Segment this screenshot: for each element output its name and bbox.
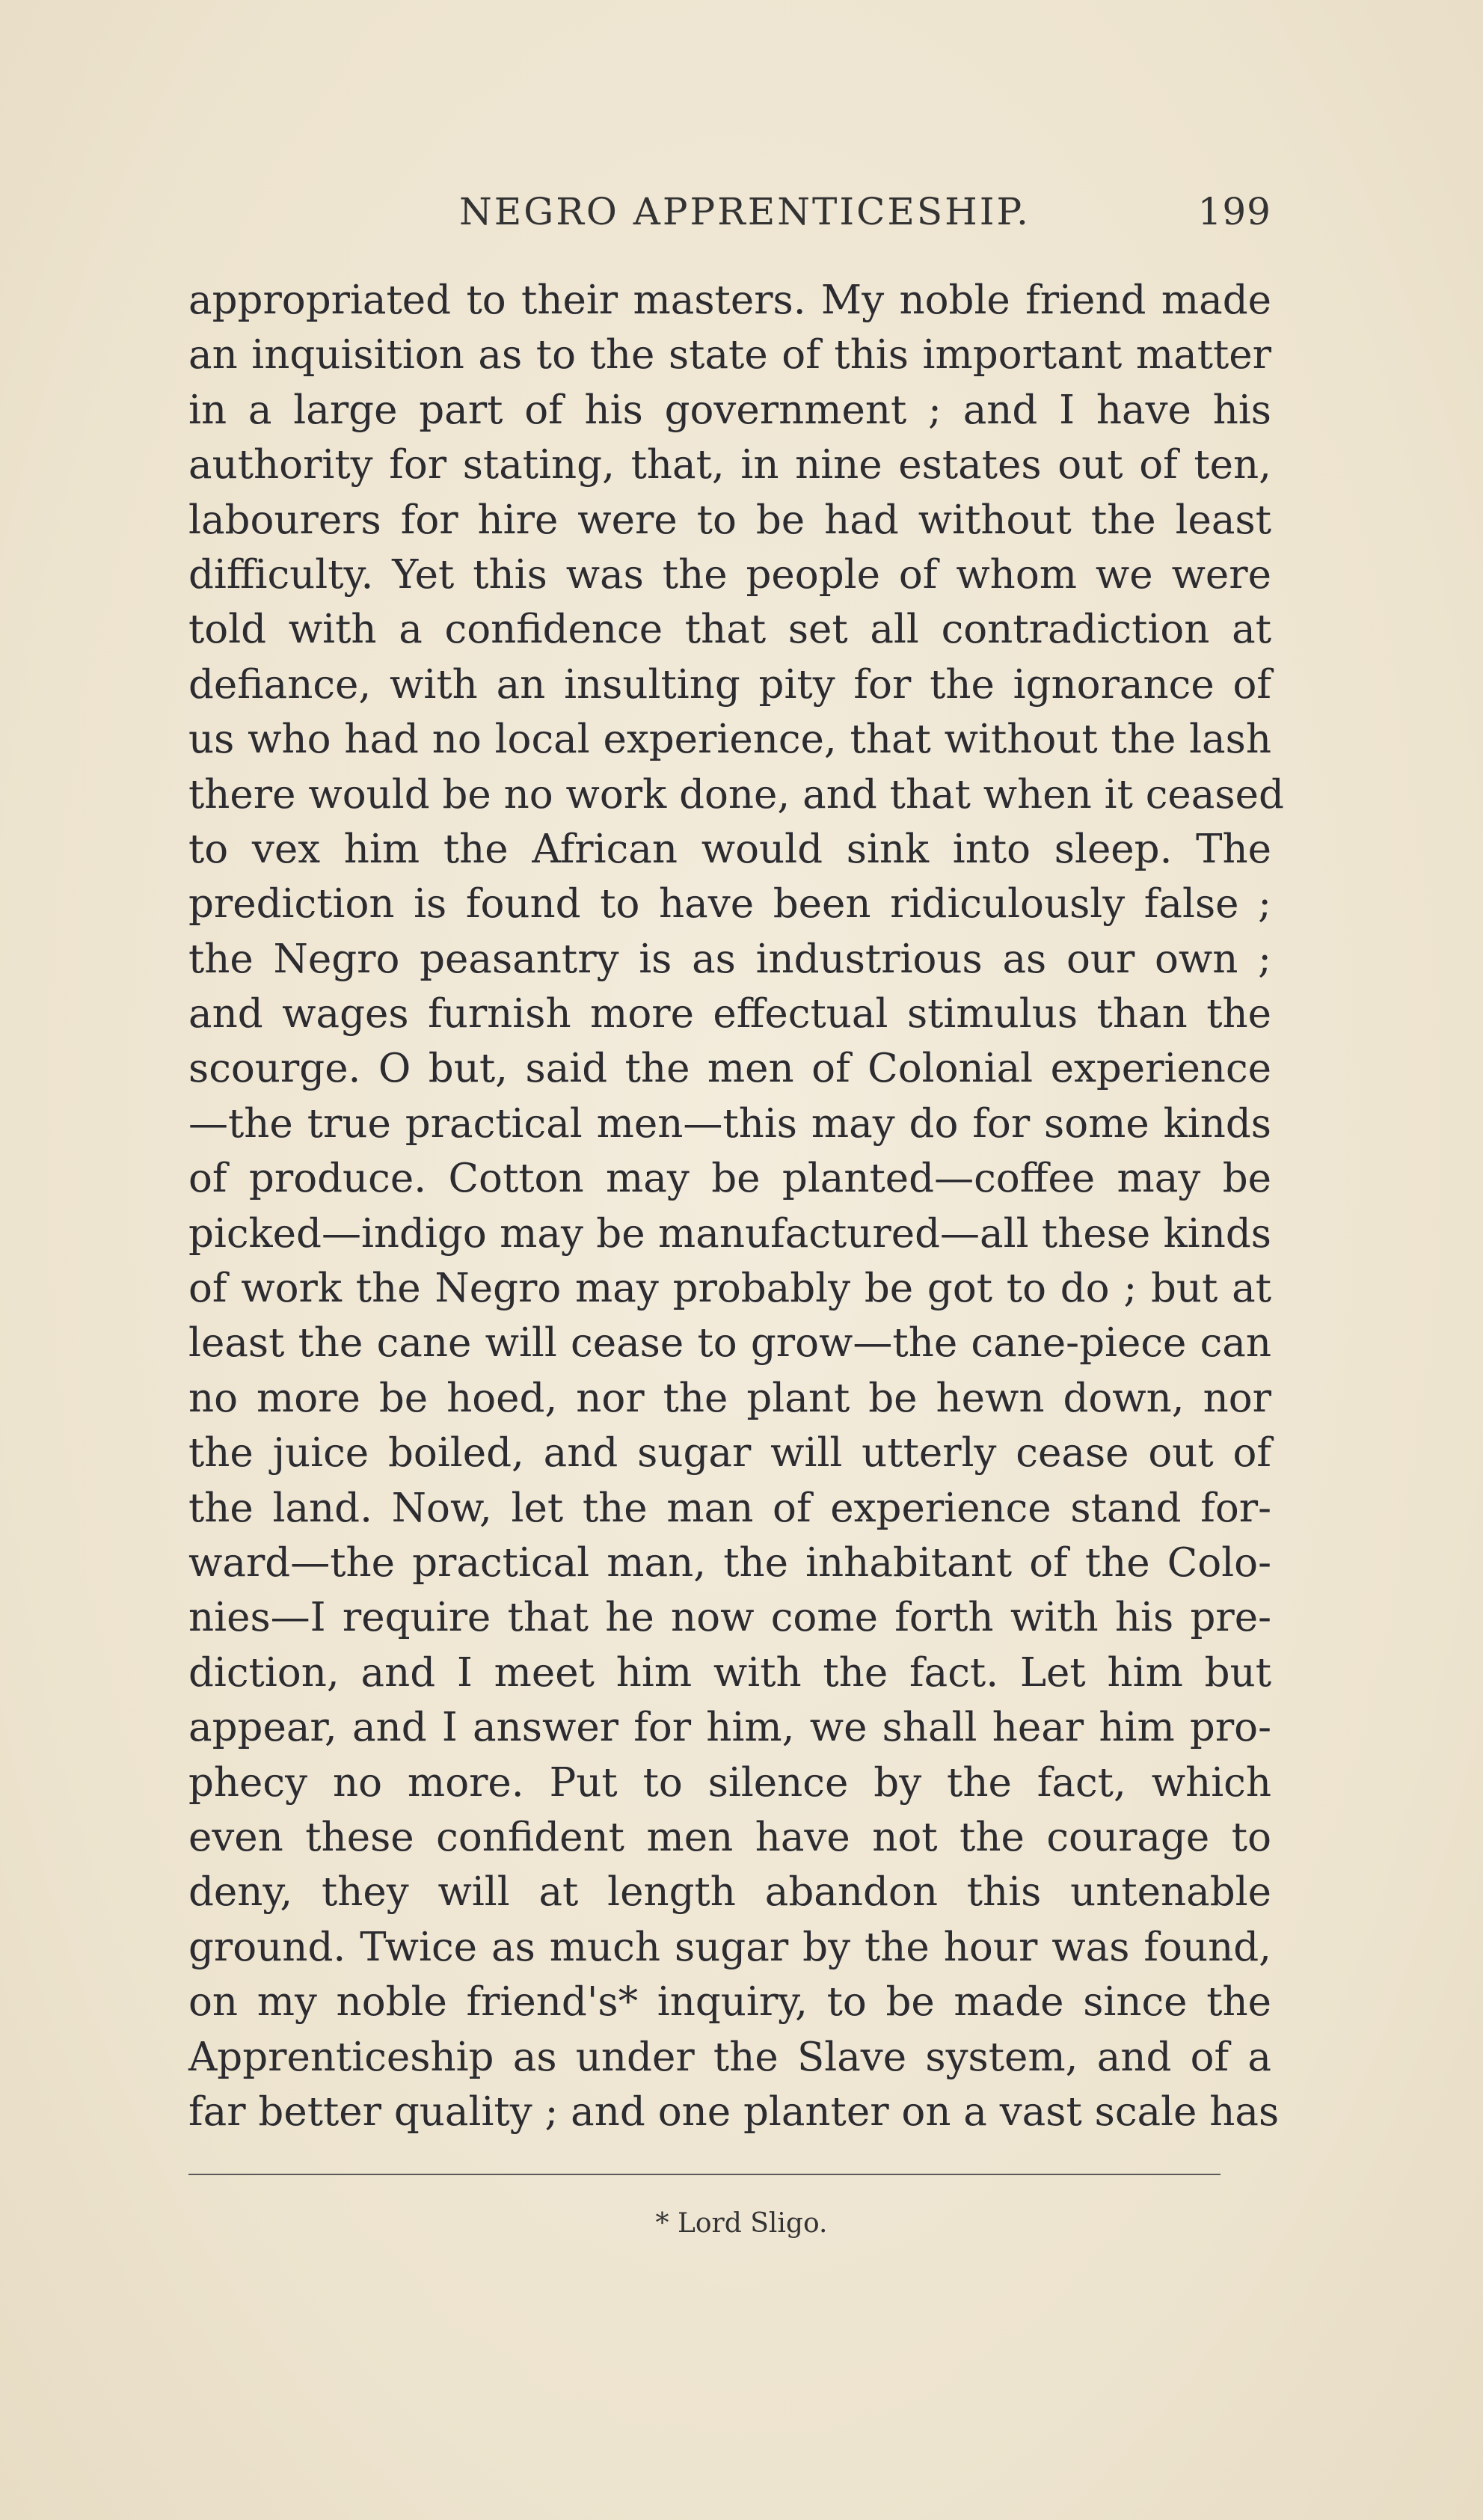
text-line: appear, and I answer for him, we shall hear him pro- bbox=[188, 1705, 1271, 1751]
text-line: authority for stating, that, in nine estates out of ten, bbox=[188, 442, 1271, 488]
text-line: even these confident men have not the courage to bbox=[188, 1814, 1271, 1860]
footnote-divider bbox=[188, 2174, 1221, 2175]
text-line: of produce. Cotton may be planted—coffee may be bbox=[188, 1156, 1271, 1202]
text-line: the juice boiled, and sugar will utterly cease out of bbox=[188, 1430, 1271, 1477]
text-line: defiance, with an insulting pity for the ignorance of bbox=[188, 661, 1271, 708]
text-line: in a large part of his government ; and I have his bbox=[188, 387, 1271, 433]
text-line: ground. Twice as much sugar by the hour was found, bbox=[188, 1924, 1271, 1970]
text-line: scourge. O but, said the men of Colonial experience bbox=[188, 1046, 1271, 1092]
text-line: the land. Now, let the man of experience stand for- bbox=[188, 1485, 1271, 1531]
text-line: labourers for hire were to be had without the least bbox=[188, 497, 1271, 543]
text-line: told with a confidence that set all contradiction at bbox=[188, 607, 1271, 653]
footnote: * Lord Sligo. bbox=[655, 2208, 828, 2239]
text-line: difficulty. Yet this was the people of whom we were bbox=[188, 551, 1271, 598]
text-line: the Negro peasantry is as industrious as our own ; bbox=[188, 936, 1271, 982]
text-line: picked—indigo may be manufactured—all these kinds bbox=[188, 1210, 1271, 1257]
running-head bbox=[188, 182, 1271, 242]
text-line: on my noble friend's* inquiry, to be made since the bbox=[188, 1979, 1271, 2026]
text-line: to vex him the African would sink into sleep. The bbox=[188, 826, 1271, 872]
text-line: ward—the practical man, the inhabitant of the Colo- bbox=[188, 1539, 1271, 1586]
text-line: Apprenticeship as under the Slave system, and of a bbox=[188, 2034, 1271, 2080]
text-line: least the cane will cease to grow—the cane-piece can bbox=[188, 1320, 1271, 1367]
running-head-title: NEGRO APPRENTICESHIP. bbox=[459, 190, 1031, 233]
text-line: us who had no local experience, that without the lash bbox=[188, 717, 1271, 763]
page-number: 199 bbox=[1197, 190, 1271, 233]
text-line: appropriated to their masters. My noble friend made bbox=[188, 278, 1271, 323]
text-line: —the true practical men—this may do for some kinds bbox=[188, 1100, 1271, 1147]
text-line: phecy no more. Put to silence by the fact, which bbox=[188, 1759, 1271, 1806]
text-line: nies—I require that he now come forth with his pre- bbox=[188, 1595, 1271, 1641]
text-line: far better quality ; and one planter on a vast scale has bbox=[188, 2088, 1280, 2135]
text-line: prediction is found to have been ridiculously false ; bbox=[188, 881, 1271, 928]
text-line: and wages furnish more effectual stimulus than the bbox=[188, 991, 1271, 1037]
text-line: an inquisition as to the state of this important matter bbox=[188, 332, 1271, 378]
text-line: of work the Negro may probably be got to do ; but at bbox=[188, 1266, 1271, 1312]
body-text bbox=[188, 273, 1284, 2139]
text-line: diction, and I meet him with the fact. Let him but bbox=[188, 1649, 1271, 1696]
text-line: deny, they will at length abandon this untenable bbox=[188, 1869, 1271, 1916]
text-line: no more be hoed, nor the plant be hewn down, nor bbox=[188, 1375, 1271, 1421]
text-line: there would be no work done, and that when it ceased bbox=[188, 771, 1284, 818]
